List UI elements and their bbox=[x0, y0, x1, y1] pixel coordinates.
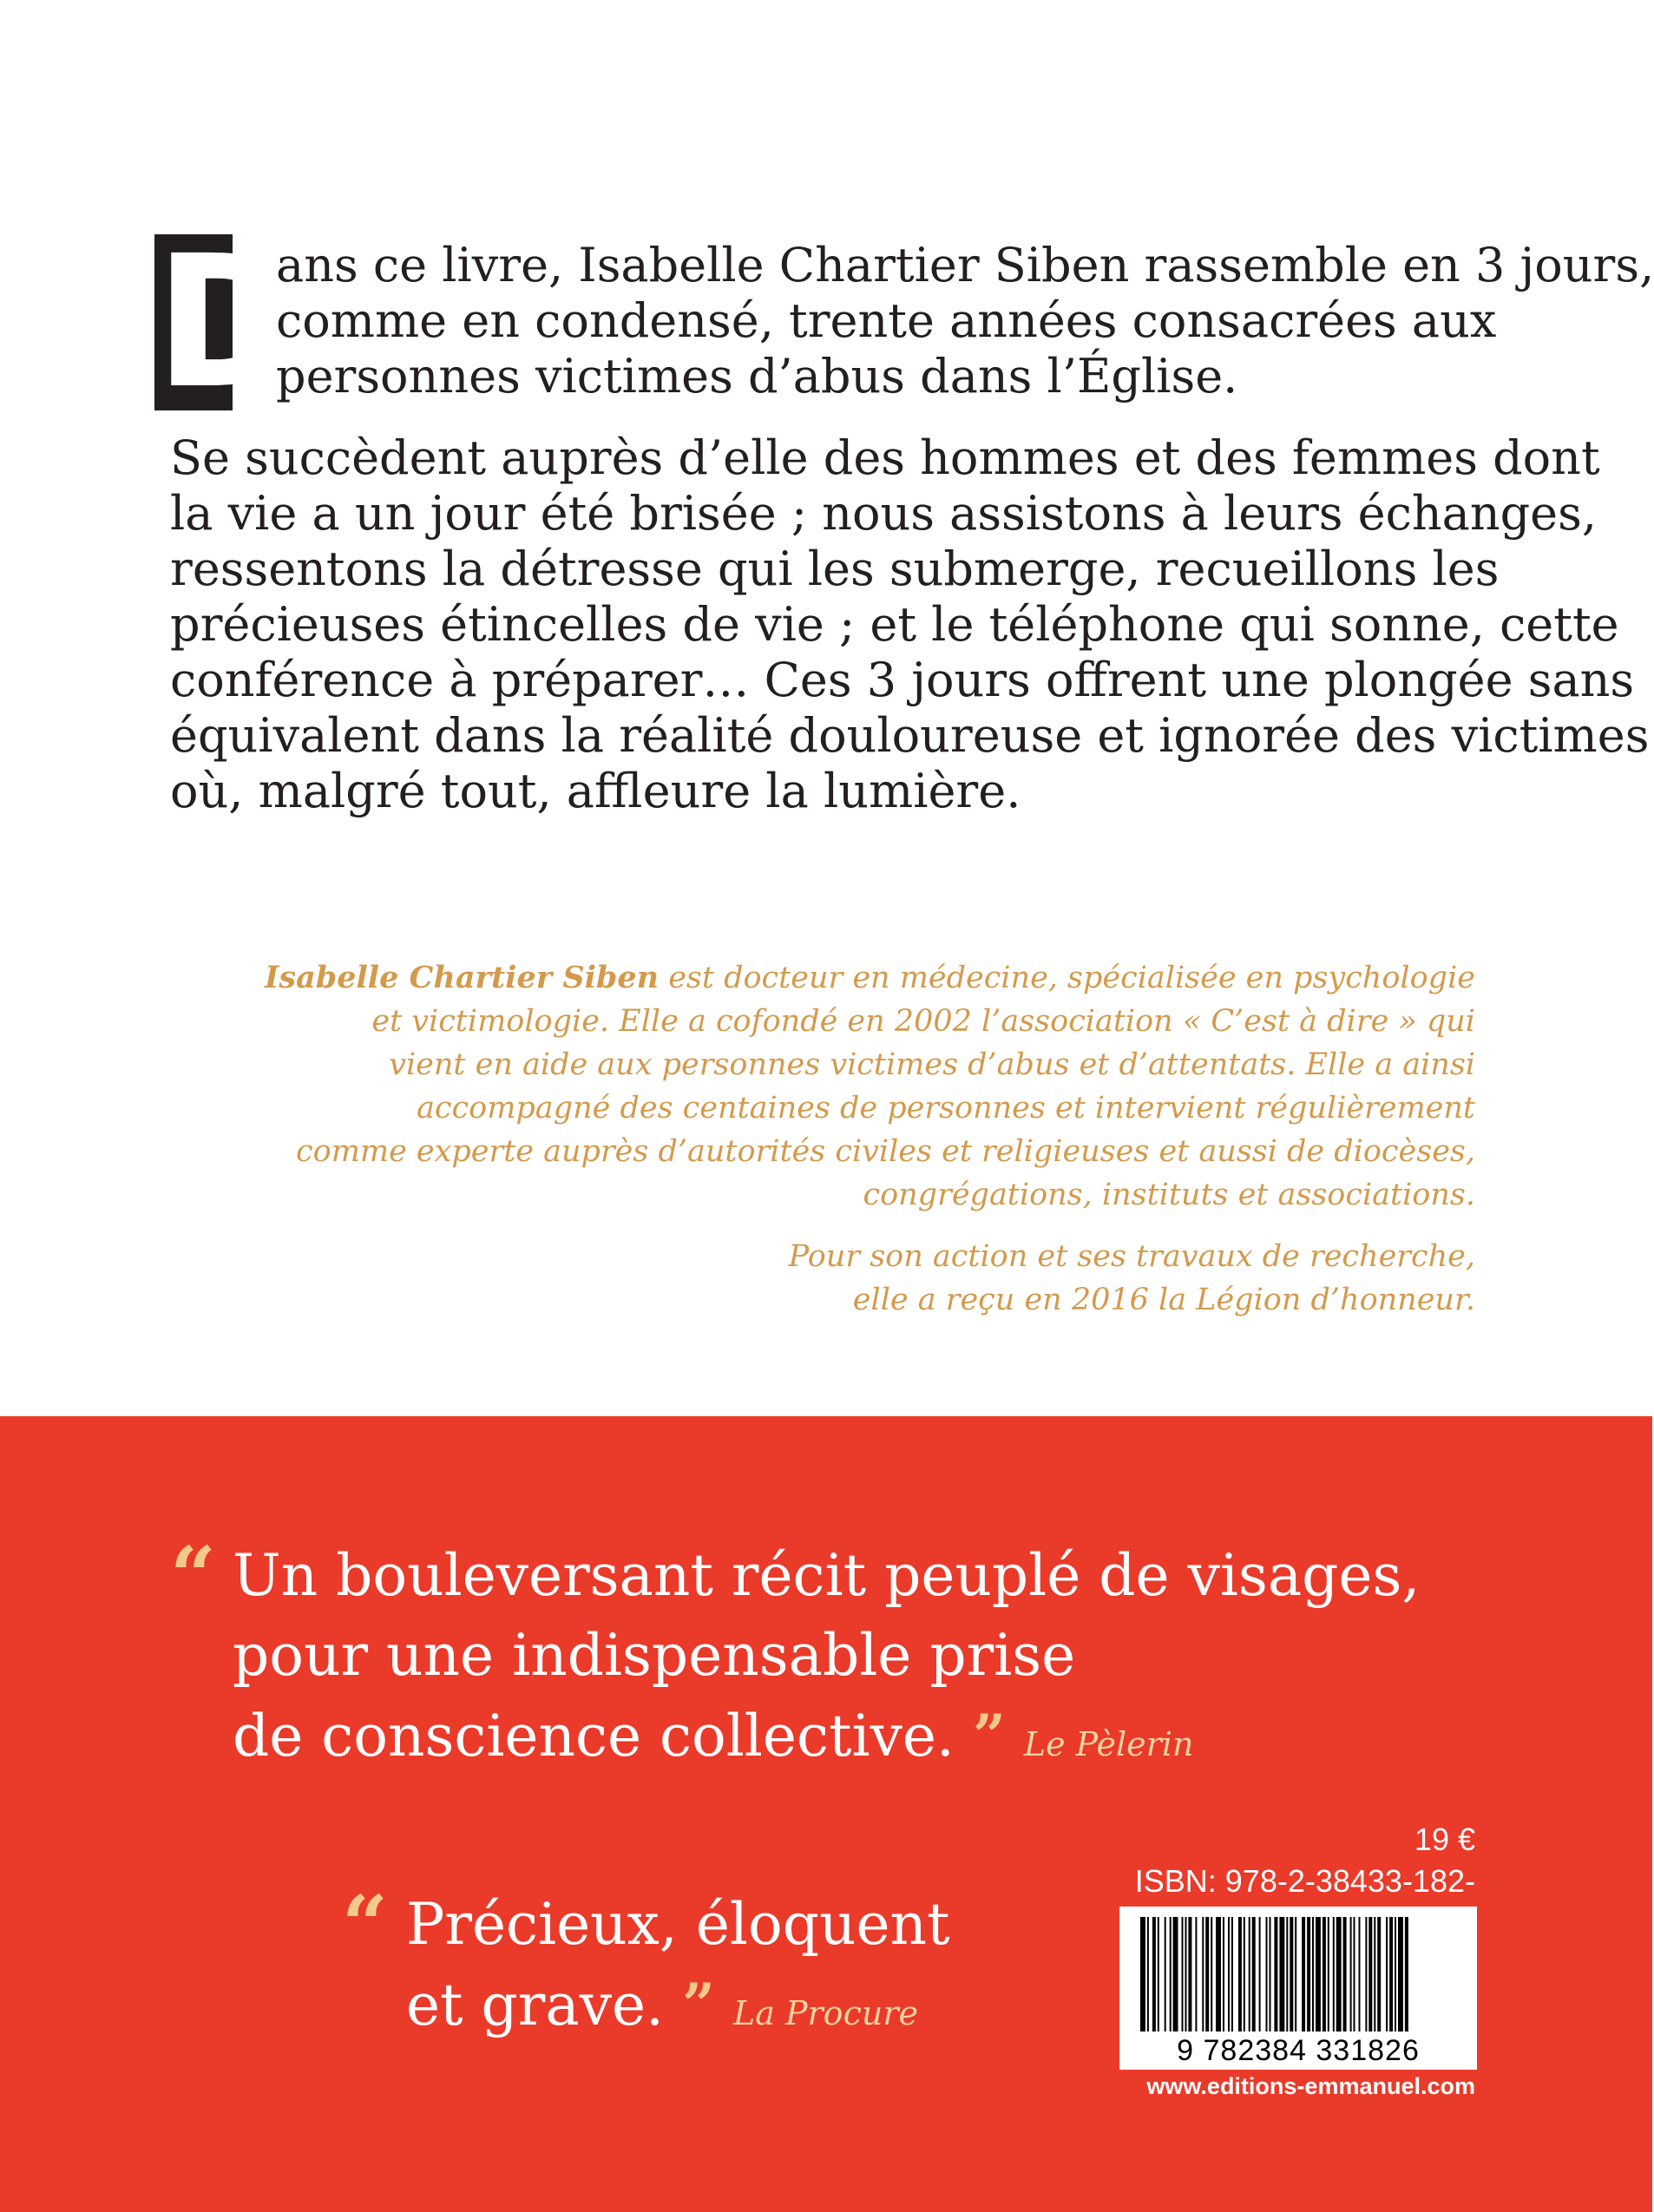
barcode-bar bbox=[1274, 1917, 1277, 2035]
award-line: Pour son action et ses travaux de recherche, bbox=[788, 1239, 1475, 1274]
quote-source: La Procure bbox=[732, 1994, 918, 2032]
barcode-bar bbox=[1389, 1917, 1393, 2035]
barcode-bar bbox=[1368, 1917, 1372, 2035]
barcode-bar bbox=[1202, 1917, 1204, 2035]
summary-intro bbox=[276, 238, 1654, 404]
barcode-bar bbox=[1140, 1917, 1145, 2035]
barcode-bar bbox=[1290, 1917, 1293, 2035]
press-quote-procure bbox=[406, 1885, 950, 2053]
barcode-bar bbox=[1223, 1917, 1224, 2035]
barcode-bar bbox=[1205, 1917, 1209, 2035]
barcode-number: 9 782384 331826 bbox=[1119, 2031, 1477, 2070]
open-quote-icon: “ bbox=[170, 1529, 216, 1623]
barcode-bar bbox=[1259, 1917, 1261, 2035]
award-line: elle a reçu en 2016 la Légion d’honneur. bbox=[852, 1283, 1475, 1317]
barcode-bar bbox=[1165, 1917, 1166, 2035]
barcode-bar bbox=[1252, 1917, 1256, 2035]
quote-source: Le Pèlerin bbox=[1023, 1725, 1194, 1763]
intro-line: ans ce livre, Isabelle Chartier Siben rassemble en 3 jours, bbox=[276, 238, 1654, 292]
quote-line bbox=[233, 1696, 1420, 1784]
barcode-bar bbox=[1336, 1917, 1342, 2035]
bio-line: et victimologie. Elle a cofondé en 2002 l’association « C’est à dire » qui bbox=[371, 1004, 1475, 1039]
barcode-bar bbox=[1152, 1917, 1156, 2035]
bio-line-rest: est docteur en médecine, spécialisée en psychologie bbox=[659, 961, 1475, 995]
barcode-bar bbox=[1359, 1917, 1361, 2035]
barcode-bar bbox=[1377, 1917, 1381, 2035]
barcode-bar bbox=[1249, 1917, 1250, 2035]
barcode-bar bbox=[1395, 1917, 1396, 2035]
author-bio bbox=[208, 956, 1475, 1217]
barcode-bar bbox=[1405, 1917, 1408, 2035]
barcode-bar bbox=[1365, 1917, 1367, 2035]
barcode-bar bbox=[1238, 1917, 1242, 2035]
body-line: ressentons la détresse qui les submerge, recueillons les bbox=[170, 542, 1500, 596]
barcode-bar bbox=[1350, 1917, 1352, 2035]
summary-body bbox=[170, 430, 1650, 819]
barcode-bar bbox=[1216, 1917, 1221, 2035]
barcode-bar bbox=[1266, 1917, 1268, 2035]
barcode-bar bbox=[1244, 1917, 1245, 2035]
author-award bbox=[208, 1235, 1475, 1322]
quote-line: pour une indispensable prise bbox=[233, 1622, 1076, 1689]
body-line: équivalent dans la réalité douloureuse et ignorée des victimes bbox=[170, 708, 1650, 763]
barcode-bar bbox=[1188, 1917, 1191, 2035]
close-quote-icon: ” bbox=[972, 1702, 1006, 1769]
barcode-bar bbox=[1279, 1917, 1284, 2035]
bio-line: accompagné des centaines de personnes et intervient régulièrement bbox=[417, 1091, 1475, 1126]
barcode-bar bbox=[1182, 1917, 1184, 2035]
open-quote-icon: “ bbox=[342, 1878, 388, 1972]
barcode-bar bbox=[1333, 1917, 1335, 2035]
body-line: conférence à préparer… Ces 3 jours offrent une plongée sans bbox=[170, 653, 1635, 707]
barcode-bar bbox=[1228, 1917, 1230, 2035]
barcode-bar bbox=[1323, 1917, 1326, 2035]
body-line: la vie a un jour été brisée ; nous assistons à leurs échanges, bbox=[170, 486, 1598, 541]
barcode-bar bbox=[1343, 1917, 1347, 2035]
body-line: Se succèdent auprès d’elle des hommes et des femmes dont bbox=[170, 430, 1600, 485]
quote-line bbox=[406, 1965, 950, 2053]
barcode-bar bbox=[1374, 1917, 1375, 2035]
barcode-bar bbox=[1354, 1917, 1355, 2035]
intro-line: personnes victimes d’abus dans l’Église. bbox=[276, 349, 1238, 404]
barcode-bar bbox=[1211, 1917, 1212, 2035]
barcode-bar bbox=[1398, 1917, 1403, 2035]
author-name: Isabelle Chartier Siben bbox=[265, 960, 660, 995]
quote-line-text: et grave. bbox=[406, 1972, 665, 2038]
barcode-bar bbox=[1307, 1917, 1310, 2035]
barcode-bar bbox=[1147, 1917, 1149, 2035]
barcode-bar bbox=[1316, 1917, 1321, 2035]
barcode-bar bbox=[1386, 1917, 1388, 2035]
price: 19 € bbox=[1414, 1821, 1475, 1857]
barcode-bar bbox=[1270, 1917, 1271, 2035]
barcode-bar bbox=[1286, 1917, 1288, 2035]
barcode bbox=[1119, 1907, 1477, 2070]
barcode-bar bbox=[1170, 1917, 1172, 2035]
quote-line-text: de conscience collective. bbox=[233, 1703, 955, 1769]
barcode-bar bbox=[1185, 1917, 1187, 2035]
isbn: ISBN: 978-2-38433-182- bbox=[1134, 1863, 1475, 1899]
barcode-bar bbox=[1302, 1917, 1305, 2035]
body-line: précieuses étincelles de vie ; et le téléphone qui sonne, cette bbox=[170, 597, 1619, 652]
quote-line: Un bouleversant récit peuplé de visages, bbox=[233, 1542, 1421, 1609]
bio-line: congrégations, instituts et associations. bbox=[863, 1178, 1475, 1212]
website: www.editions-emmanuel.com bbox=[1146, 2073, 1475, 2099]
bio-line: comme experte auprès d’autorités civiles et religieuses et aussi de diocèses, bbox=[296, 1134, 1475, 1169]
barcode-bar bbox=[1158, 1917, 1159, 2035]
barcode-bar bbox=[1328, 1917, 1329, 2035]
body-line: où, malgré tout, affleure la lumière. bbox=[170, 764, 1021, 818]
intro-line: comme en condensé, trente années consacrées aux bbox=[276, 293, 1497, 348]
barcode-bar bbox=[1173, 1917, 1178, 2035]
quote-line: Précieux, éloquent bbox=[406, 1891, 950, 1958]
bio-line: vient en aide aux personnes victimes d’abus et d’attentats. Elle a ainsi bbox=[389, 1047, 1475, 1082]
drop-cap: D bbox=[154, 216, 306, 429]
press-quote-pelerin bbox=[233, 1536, 1420, 1784]
barcode-bar bbox=[1195, 1917, 1197, 2035]
barcode-bar bbox=[1312, 1917, 1314, 2035]
bio-line bbox=[208, 956, 1475, 1000]
barcode-bar bbox=[1295, 1917, 1296, 2035]
close-quote-icon: ” bbox=[682, 1971, 715, 2038]
barcode-bar bbox=[1231, 1917, 1233, 2035]
